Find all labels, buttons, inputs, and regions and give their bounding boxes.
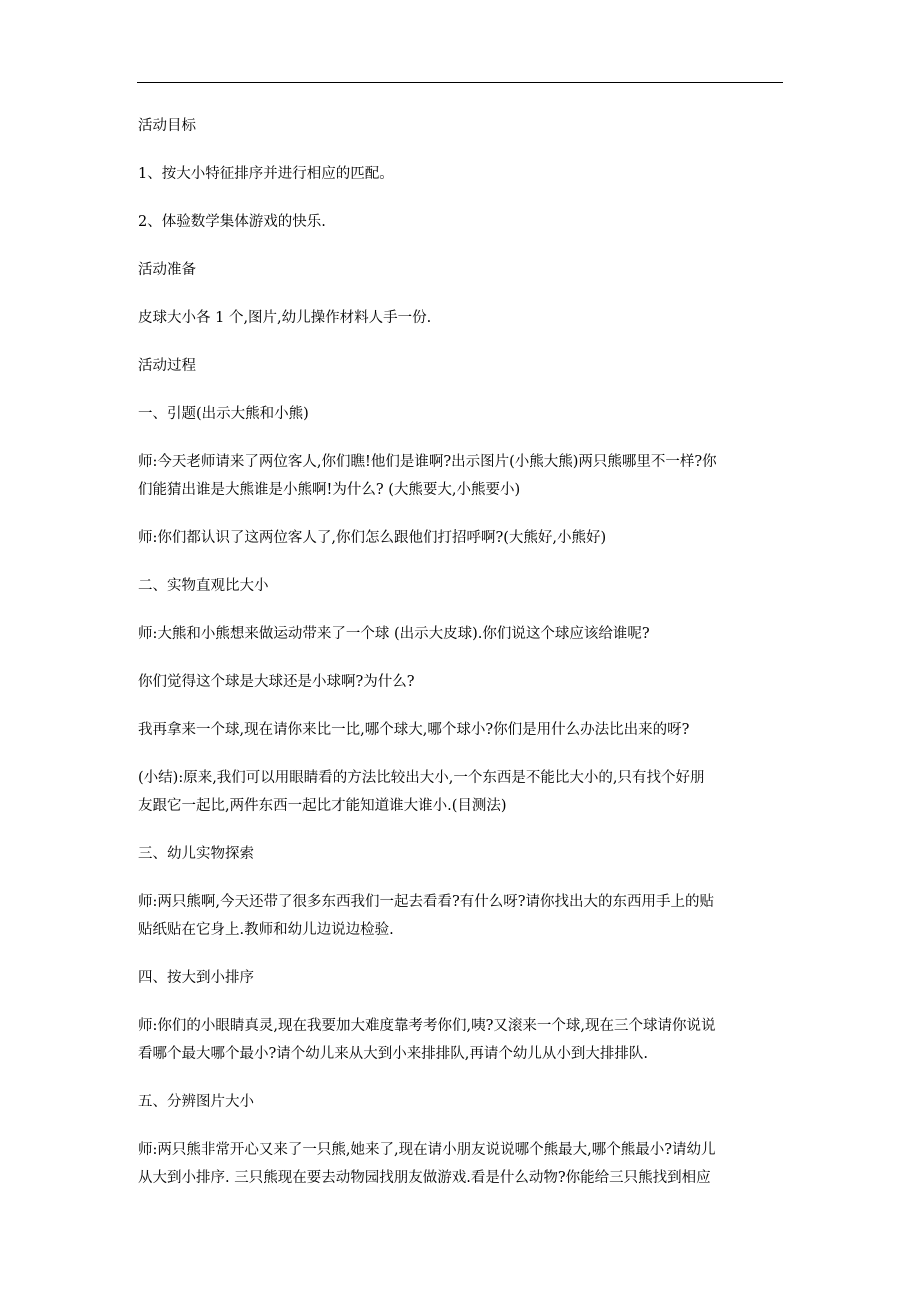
heading-activity-process: 活动过程 [138,358,196,374]
section-2-heading: 二、实物直观比大小 [138,578,269,594]
header-rule [137,82,783,83]
goal-item-1: 1、按大小特征排序并进行相应的匹配。 [138,166,394,182]
section-4-paragraph [138,1012,784,1068]
goal-item-2: 2、体验数学集体游戏的快乐. [138,214,326,230]
text-line: 贴纸贴在它身上.教师和幼儿边说边检验. [138,922,394,938]
section-5-paragraph [138,1136,784,1192]
text-line: 师:两只熊啊,今天还带了很多东西我们一起去看看?有什么呀?请你找出大的东西用手上的贴 [138,894,715,910]
text-line: 们能猜出谁是大熊谁是小熊啊!为什么? (大熊要大,小熊要小) [138,482,521,498]
heading-activity-goals: 活动目标 [138,118,196,134]
section-5-heading: 五、分辨图片大小 [138,1094,254,1110]
text-line: 师:今天老师请来了两位客人,你们瞧!他们是谁啊?出示图片(小熊大熊)两只熊哪里不一样?你 [138,454,717,470]
section-4-heading: 四、按大到小排序 [138,970,254,986]
section-3-paragraph [138,888,784,944]
section-2-summary [138,764,784,820]
text-line: 从大到小排序. 三只熊现在要去动物园找朋友做游戏.看是什么动物?你能给三只熊找到相应 [138,1170,711,1186]
preparation-text: 皮球大小各 1 个,图片,幼儿操作材料人手一份. [138,310,432,326]
heading-activity-preparation: 活动准备 [138,262,196,278]
section-2-paragraph-1: 师:大熊和小熊想来做运动带来了一个球 (出示大皮球).你们说这个球应该给谁呢? [138,626,650,642]
text-line: 看哪个最大哪个最小?请个幼儿来从大到小来排排队,再请个幼儿从小到大排排队. [138,1046,648,1062]
text-line: 师:两只熊非常开心又来了一只熊,她来了,现在请小朋友说说哪个熊最大,哪个熊最小?请幼儿 [138,1142,716,1158]
section-1-paragraph-1 [138,448,784,504]
section-1-heading: 一、引题(出示大熊和小熊) [138,406,309,422]
text-line: (小结):原来,我们可以用眼睛看的方法比较出大小,一个东西是不能比大小的,只有找个好朋 [138,770,705,786]
section-2-paragraph-3: 我再拿来一个球,现在请你来比一比,哪个球大,哪个球小?你们是用什么办法比出来的呀? [138,722,690,738]
section-1-paragraph-2: 师:你们都认识了这两位客人了,你们怎么跟他们打招呼啊?(大熊好,小熊好) [138,530,607,546]
section-2-paragraph-2: 你们觉得这个球是大球还是小球啊?为什么? [138,674,415,690]
text-line: 师:你们的小眼睛真灵,现在我要加大难度靠考考你们,咦?又滚来一个球,现在三个球请你说说 [138,1018,716,1034]
text-line: 友跟它一起比,两件东西一起比才能知道谁大谁小.(目测法) [138,798,507,814]
section-3-heading: 三、幼儿实物探索 [138,846,254,862]
document-body [138,112,784,1212]
